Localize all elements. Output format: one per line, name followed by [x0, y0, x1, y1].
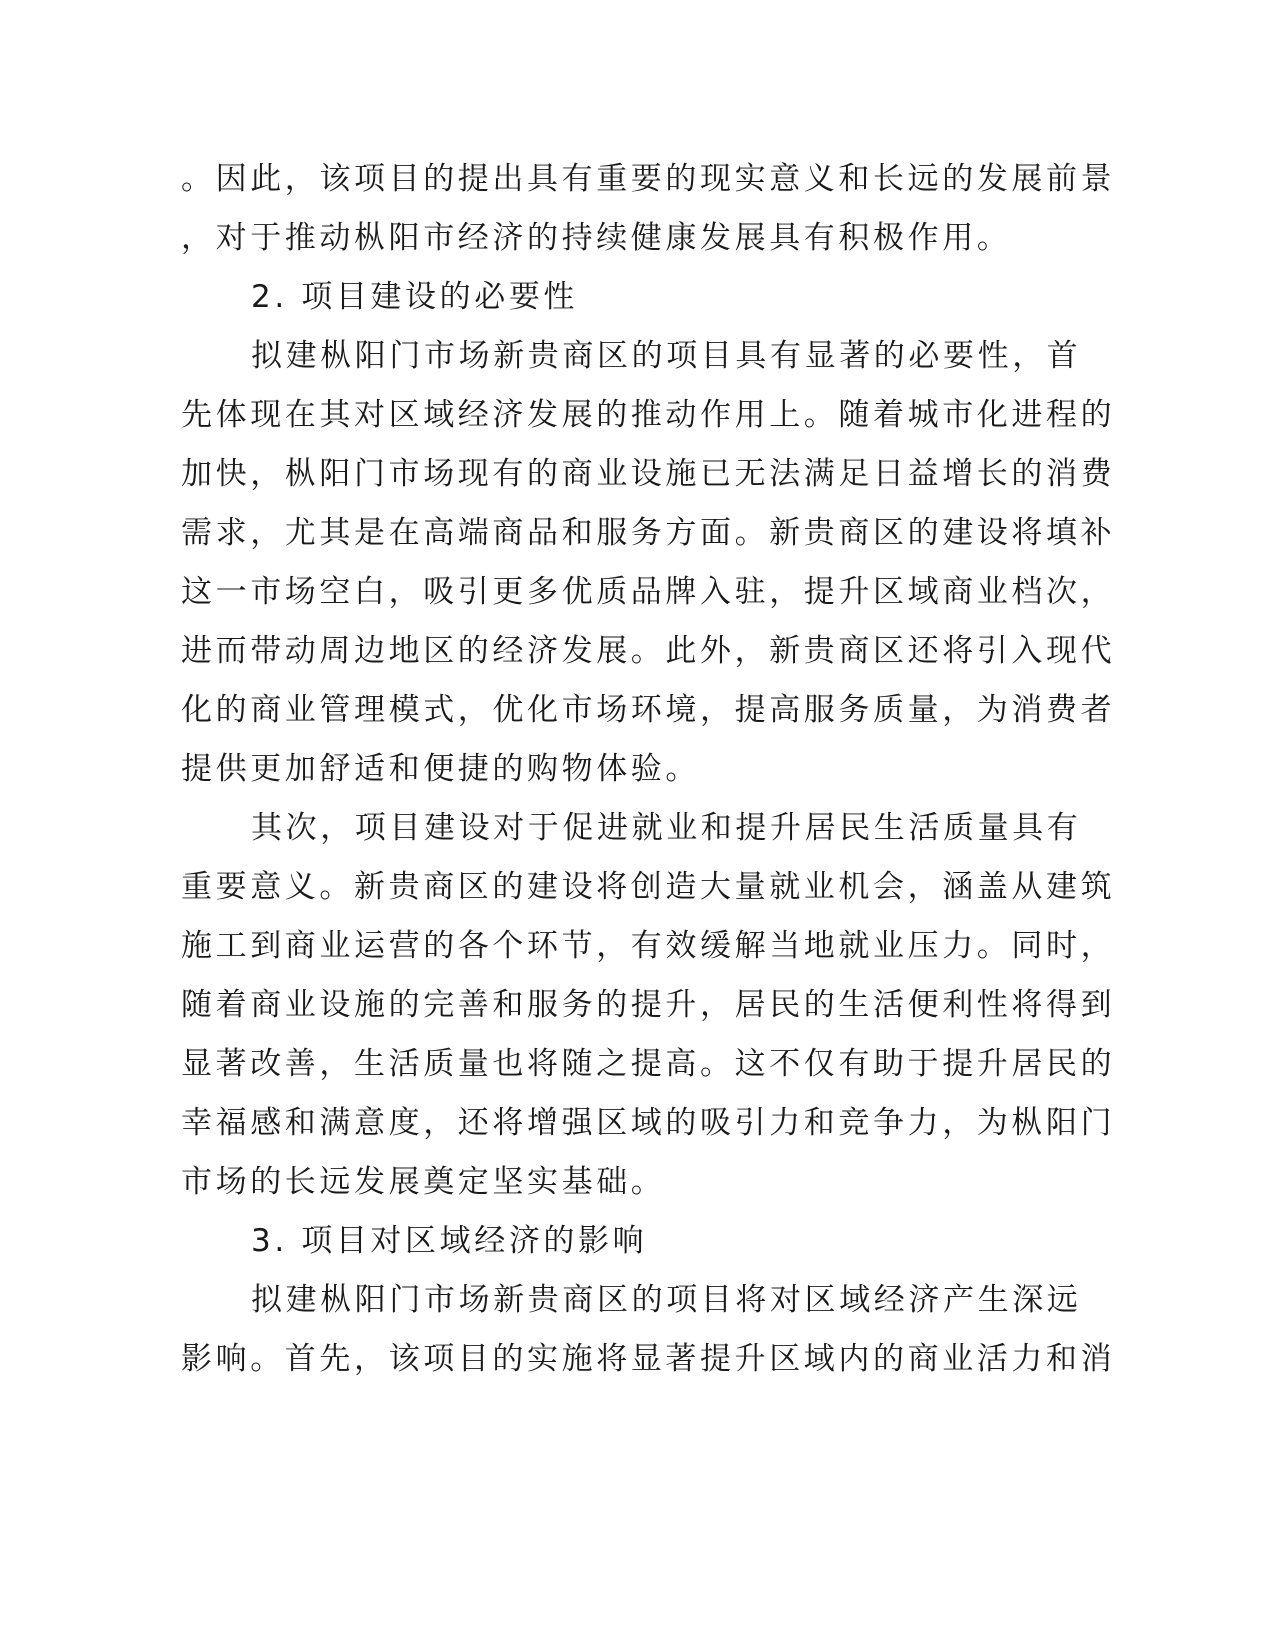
text-line: ，对于推动枞阳市经济的持续健康发展具有积极作用。 [181, 220, 1012, 256]
text-line: 化的商业管理模式，优化市场环境，提高服务质量，为消费者 [181, 692, 1116, 728]
text-line: 幸福感和满意度，还将增强区域的吸引力和竞争力，为枞阳门 [181, 1105, 1116, 1141]
text-line: 进而带动周边地区的经济发展。此外，新贵商区还将引入现代 [181, 633, 1116, 669]
text-line: 提供更加舒适和便捷的购物体验。 [181, 751, 700, 787]
section-heading: 3. 项目对区域经济的影响 [251, 1223, 648, 1259]
text-line: 。因此，该项目的提出具有重要的现实意义和长远的发展前景 [181, 161, 1116, 197]
text-line: 这一市场空白，吸引更多优质品牌入驻，提升区域商业档次， [181, 574, 1116, 610]
text-line: 显著改善，生活质量也将随之提高。这不仅有助于提升居民的 [181, 1046, 1116, 1082]
text-line: 随着商业设施的完善和服务的提升，居民的生活便利性将得到 [181, 987, 1116, 1023]
text-line: 先体现在其对区域经济发展的推动作用上。随着城市化进程的 [181, 397, 1116, 433]
text-line: 需求，尤其是在高端商品和服务方面。新贵商区的建设将填补 [181, 515, 1116, 551]
text-line: 施工到商业运营的各个环节，有效缓解当地就业压力。同时， [181, 928, 1116, 964]
text-line: 加快，枞阳门市场现有的商业设施已无法满足日益增长的消费 [181, 456, 1116, 492]
text-line: 市场的长远发展奠定坚实基础。 [181, 1164, 666, 1200]
text-line: 影响。首先，该项目的实施将显著提升区域内的商业活力和消 [181, 1341, 1116, 1377]
text-line: 重要意义。新贵商区的建设将创造大量就业机会，涵盖从建筑 [181, 869, 1116, 905]
text-line: 拟建枞阳门市场新贵商区的项目具有显著的必要性，首 [251, 338, 1082, 374]
section-heading: 2. 项目建设的必要性 [251, 279, 579, 315]
text-line: 其次，项目建设对于促进就业和提升居民生活质量具有 [251, 810, 1082, 846]
document-body [181, 150, 1116, 1389]
text-line: 拟建枞阳门市场新贵商区的项目将对区域经济产生深远 [251, 1282, 1082, 1318]
